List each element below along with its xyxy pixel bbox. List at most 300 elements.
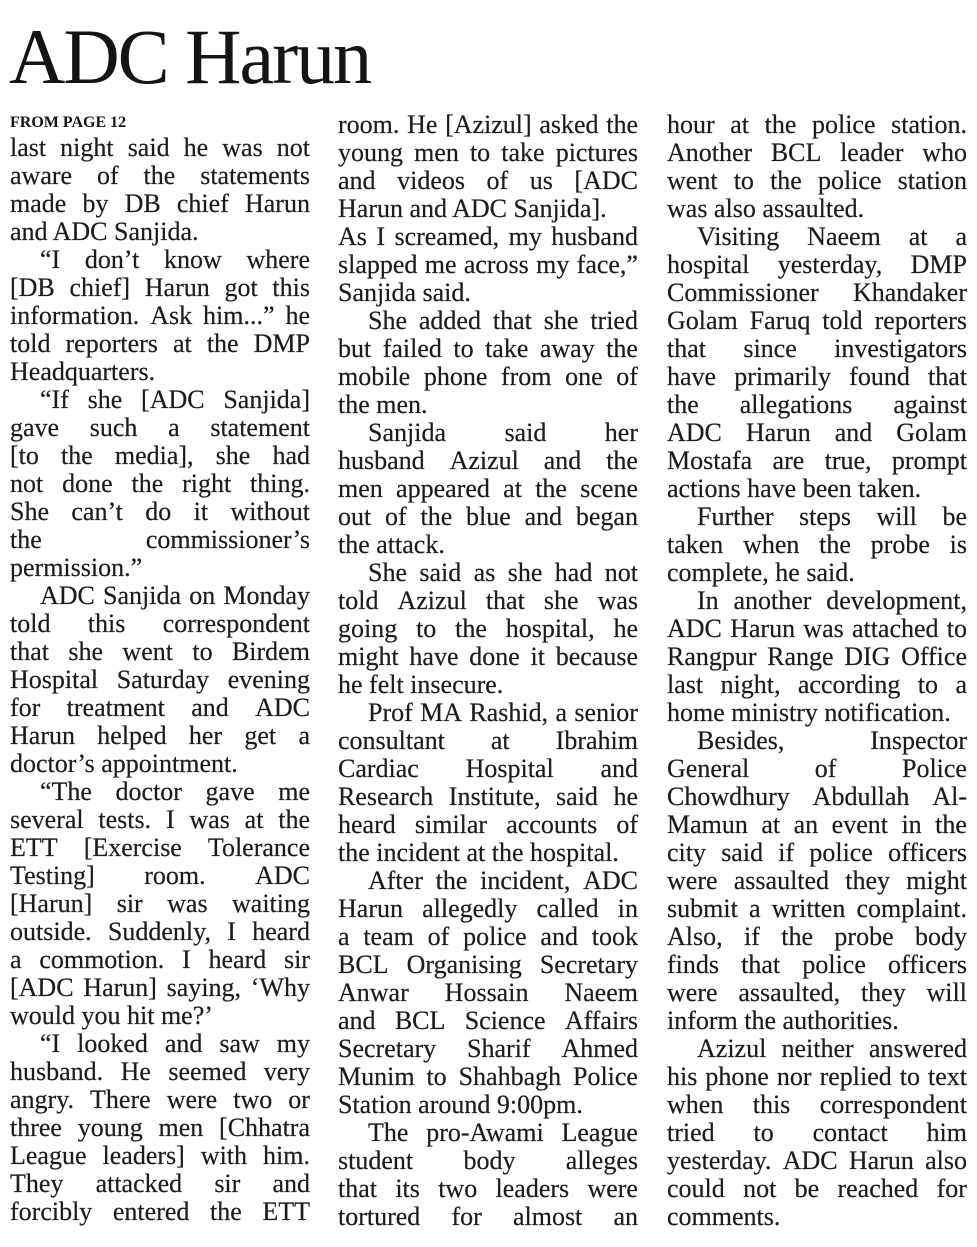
word: ADC [667, 418, 722, 447]
word: men [158, 1113, 204, 1142]
word: and [600, 754, 638, 783]
word: station. [891, 110, 967, 139]
word: forcibly [10, 1197, 93, 1226]
word: Naeem [807, 222, 881, 251]
word: Cardiac [338, 754, 419, 783]
paragraph [338, 867, 638, 1119]
word: She [368, 306, 407, 335]
word: to [899, 1062, 920, 1091]
text-line [338, 167, 638, 195]
word: Harun [338, 894, 403, 923]
word: by [82, 189, 109, 218]
word: three [10, 1113, 62, 1142]
word: husband. [10, 1057, 104, 1086]
text-line [10, 134, 310, 162]
word: phone [705, 1062, 769, 1091]
word: the [10, 525, 42, 554]
word: my [536, 250, 570, 279]
word: its [395, 1174, 420, 1203]
text-line [667, 1091, 967, 1119]
word: Azizul [397, 586, 467, 615]
text-line [338, 1035, 638, 1063]
word: Golam [896, 418, 967, 447]
word: she [507, 558, 543, 587]
word: my [508, 222, 542, 251]
word: in [901, 810, 922, 839]
word: heard [208, 945, 267, 974]
text-line [338, 1203, 638, 1231]
word: not [276, 133, 310, 162]
word: screamed, [394, 222, 500, 251]
word: made [10, 189, 67, 218]
word: leaders] [102, 1141, 185, 1170]
word: probe [834, 922, 894, 951]
word: After [368, 866, 423, 895]
word: failed [382, 334, 442, 363]
word: away [539, 334, 595, 363]
word: have [409, 642, 459, 671]
word: this [752, 1090, 791, 1119]
text-line [667, 419, 967, 447]
word: according [797, 670, 901, 699]
word: not [10, 469, 44, 498]
word: told [10, 609, 51, 638]
word: her [188, 721, 223, 750]
word: had [272, 441, 310, 470]
paragraph [667, 727, 967, 1035]
word: could [667, 1174, 725, 1203]
text-line: would you hit me?’ [10, 1001, 213, 1030]
text-line [338, 867, 638, 895]
text-line: Station around 9:00pm. [338, 1090, 583, 1119]
paragraph [338, 559, 638, 699]
paragraph [338, 223, 638, 307]
word: ADC [40, 581, 95, 610]
word: said [127, 133, 170, 162]
word: mobile [338, 362, 411, 391]
text-line [338, 1063, 638, 1091]
word: and [338, 1006, 376, 1035]
text-line [338, 223, 638, 251]
text-line [338, 447, 638, 475]
word: very [263, 1057, 310, 1086]
word: the [667, 390, 699, 419]
word: but [338, 334, 372, 363]
word: Range [767, 642, 834, 671]
word: Sanjida [368, 418, 446, 447]
word: Saturday [116, 665, 210, 694]
word: are [772, 446, 805, 475]
word: husband [551, 222, 638, 251]
word: she [543, 306, 579, 335]
word: another [733, 586, 812, 615]
word: Harun [244, 189, 310, 218]
word: this [87, 609, 126, 638]
paragraph [667, 503, 967, 587]
word: investigators [834, 334, 967, 363]
text-line: home ministry notification. [667, 698, 951, 727]
text-line [338, 951, 638, 979]
word: and [272, 1169, 310, 1198]
word: the [61, 441, 93, 470]
word: he [285, 301, 310, 330]
word: written [771, 894, 846, 923]
text-line [338, 895, 638, 923]
text-line [10, 722, 310, 750]
text-line [667, 503, 967, 531]
word: scene [580, 474, 638, 503]
text-line: doctor’s appointment. [10, 749, 238, 778]
text-line [667, 587, 967, 615]
word: appeared [396, 474, 490, 503]
text-line [10, 1058, 310, 1086]
word: him...” [203, 301, 275, 330]
column-1-body [10, 134, 310, 1226]
word: police [817, 166, 882, 195]
text-line [667, 223, 967, 251]
text-line [10, 1142, 310, 1170]
word: ETT [262, 1197, 310, 1226]
word: two [438, 1174, 478, 1203]
text-line [10, 246, 310, 274]
word: of [486, 166, 509, 195]
word: at [503, 474, 522, 503]
word: across [463, 250, 529, 279]
word: went [667, 166, 718, 195]
word: a [168, 413, 180, 442]
word: chief [176, 189, 229, 218]
text-line: the men. [338, 390, 428, 419]
word: of [616, 362, 638, 391]
word: him. [263, 1141, 310, 1170]
word: station [897, 166, 967, 195]
word: to [416, 614, 437, 643]
text-line [338, 1007, 638, 1035]
word: not [604, 558, 638, 587]
word: yesterday, [777, 250, 883, 279]
word: at [761, 810, 781, 839]
word: him [926, 1118, 967, 1147]
text-line [10, 190, 310, 218]
text-line [338, 363, 638, 391]
text-line [10, 1114, 310, 1142]
word: he [613, 614, 638, 643]
word: There [90, 1085, 151, 1114]
word: she [87, 385, 123, 414]
word: BCL [338, 950, 389, 979]
word: Harun [745, 418, 811, 447]
word: aware [10, 161, 73, 190]
word: assaulted [733, 866, 830, 895]
paragraph [10, 582, 310, 778]
word: such [89, 413, 138, 442]
text-line [10, 1170, 310, 1198]
word: also [925, 1146, 967, 1175]
paragraph [10, 246, 310, 386]
word: his [667, 1062, 698, 1091]
word: hospital [667, 250, 750, 279]
word: the [935, 810, 967, 839]
word: Ibrahim [555, 726, 638, 755]
word: Azizul [697, 1034, 767, 1063]
word: police [463, 922, 527, 951]
text-line [667, 335, 967, 363]
word: at [244, 805, 264, 834]
word: Harun [730, 614, 796, 643]
word: videos [397, 166, 465, 195]
word: and [834, 418, 873, 447]
word: Hossain [444, 978, 529, 1007]
text-line [10, 414, 310, 442]
paragraph [10, 134, 310, 246]
word: Golam [667, 306, 738, 335]
text-line [667, 867, 967, 895]
text-line [338, 783, 638, 811]
word: [Azizul] [445, 110, 532, 139]
word: she [543, 586, 579, 615]
word: Azizul [449, 446, 519, 475]
word: body [914, 922, 967, 951]
text-line [10, 806, 310, 834]
word: husband [338, 446, 425, 475]
word: said [419, 558, 462, 587]
word: do [145, 497, 172, 526]
word: Also, [667, 922, 723, 951]
word: [DB [10, 273, 55, 302]
text-line [667, 1063, 967, 1091]
text-line [338, 1119, 638, 1147]
word: is [949, 530, 967, 559]
word: were [667, 978, 718, 1007]
paragraph [338, 111, 638, 223]
word: phone [423, 362, 488, 391]
word: helped [97, 721, 167, 750]
word: similar [414, 810, 488, 839]
word: thing. [250, 469, 310, 498]
word: as [473, 558, 496, 587]
word: correspondent [819, 1090, 967, 1119]
word: that [485, 586, 525, 615]
word: Secretary [539, 950, 638, 979]
word: and [191, 693, 229, 722]
text-line [338, 727, 638, 755]
text-line [667, 727, 967, 755]
word: and [543, 446, 582, 475]
word: General [667, 754, 750, 783]
paragraph [338, 699, 638, 867]
word: Police [572, 1062, 638, 1091]
word: She [368, 558, 407, 587]
word: allegedly [422, 894, 518, 923]
text-line [667, 1035, 967, 1063]
word: at [908, 222, 928, 251]
word: [ADC [574, 166, 638, 195]
text-line [338, 755, 638, 783]
word: neither [781, 1034, 854, 1063]
word: assaulted, [738, 978, 841, 1007]
word: statement [210, 413, 310, 442]
text-line [338, 251, 638, 279]
word: primarily [734, 362, 832, 391]
word: the [131, 469, 164, 498]
word: nor [776, 1062, 812, 1091]
text-line: Headquarters. [10, 357, 156, 386]
paragraph [667, 223, 967, 503]
word: of [385, 502, 407, 531]
word: League [10, 1141, 87, 1170]
word: ETT [10, 833, 58, 862]
word: the [420, 502, 453, 531]
word: [Harun] [10, 889, 93, 918]
word: they [845, 866, 891, 895]
word: that [667, 334, 706, 363]
word: incident, [480, 866, 571, 895]
text-line [338, 979, 638, 1007]
word: room. [338, 110, 400, 139]
word: yesterday. [667, 1146, 772, 1175]
text-line: the incident at the hospital. [338, 838, 619, 867]
word: Police [901, 754, 967, 783]
word: body [463, 1146, 516, 1175]
word: to [192, 637, 213, 666]
word: Naeem [564, 978, 638, 1007]
text-line [10, 526, 310, 554]
word: that [338, 1174, 377, 1203]
text-line [10, 162, 310, 190]
text-line [10, 694, 310, 722]
word: answered [868, 1034, 967, 1063]
word: men [338, 474, 383, 503]
word: police [802, 950, 866, 979]
word: a [338, 922, 350, 951]
word: the [535, 474, 567, 503]
word: Hospital [465, 754, 554, 783]
text-line [667, 783, 967, 811]
word: the [206, 329, 239, 358]
word: going [338, 614, 398, 643]
word: finds [667, 950, 719, 979]
word: pro-Awami [426, 1118, 544, 1147]
text-line [10, 386, 310, 414]
word: found [849, 362, 910, 391]
word: BCL [770, 138, 822, 167]
paragraph [10, 778, 310, 1030]
word: consultant [338, 726, 445, 755]
word: of [427, 922, 450, 951]
word: attacked [95, 1169, 183, 1198]
text-line [338, 559, 638, 587]
word: the [781, 922, 814, 951]
word: take [501, 138, 545, 167]
text-line [667, 811, 967, 839]
word: when [667, 1090, 724, 1119]
text-line [10, 890, 310, 918]
word: was [167, 889, 208, 918]
word: told [10, 329, 51, 358]
word: might [338, 642, 399, 671]
word: “I [40, 1029, 61, 1058]
word: hospital, [505, 614, 595, 643]
word: I [165, 805, 175, 834]
text-line [10, 610, 310, 638]
word: Rashid, [469, 698, 549, 727]
column-2 [338, 111, 638, 1231]
word: this [272, 273, 310, 302]
word: gave [205, 777, 255, 806]
word: was [222, 133, 263, 162]
word: outside. [10, 917, 92, 946]
word: entered [112, 1197, 190, 1226]
text-line [10, 862, 310, 890]
word: sir [283, 945, 310, 974]
word: a [955, 222, 967, 251]
word: Faruq [749, 306, 811, 335]
word: Harun [10, 721, 75, 750]
word: blue [466, 502, 511, 531]
word: Organising [406, 950, 522, 979]
text-line [667, 643, 967, 671]
word: her [604, 418, 638, 447]
word: officers [888, 950, 967, 979]
word: statements [200, 161, 310, 190]
word: evening [227, 665, 310, 694]
word: it [530, 642, 545, 671]
word: the [143, 161, 176, 190]
word: police [811, 110, 876, 139]
word: Harun] [83, 973, 157, 1002]
word: Hospital [10, 665, 99, 694]
word: complaint. [856, 894, 967, 923]
text-line: comments. [667, 1202, 781, 1231]
word: at [730, 110, 750, 139]
word: Khandaker [852, 278, 967, 307]
word: asked [539, 110, 599, 139]
word: against [893, 390, 967, 419]
word: don’t [84, 245, 140, 274]
word: get [244, 721, 277, 750]
word: probe [870, 530, 930, 559]
word: waiting [232, 889, 310, 918]
text-line [667, 1147, 967, 1175]
text-line [10, 974, 310, 1002]
word: the [606, 446, 638, 475]
word: looked [77, 1029, 148, 1058]
word: he [613, 782, 638, 811]
word: were [667, 866, 718, 895]
word: Shahbagh [458, 1062, 562, 1091]
word: a [298, 721, 310, 750]
word: DMP [253, 329, 310, 358]
word: done [469, 642, 520, 671]
text-line [338, 307, 638, 335]
word: taken [667, 530, 724, 559]
text-line [338, 923, 638, 951]
word: Commissioner [667, 278, 819, 307]
paragraph [667, 1035, 967, 1231]
word: Tolerance [207, 833, 310, 862]
word: DIG [844, 642, 891, 671]
word: on [189, 581, 216, 610]
text-line [338, 335, 638, 363]
word: several [10, 805, 84, 834]
word: Sanjida [103, 581, 182, 610]
paragraph [667, 111, 967, 223]
text-line [667, 279, 967, 307]
word: they [860, 978, 906, 1007]
word: for [10, 693, 41, 722]
column-3 [667, 111, 967, 1231]
text-line [667, 307, 967, 335]
